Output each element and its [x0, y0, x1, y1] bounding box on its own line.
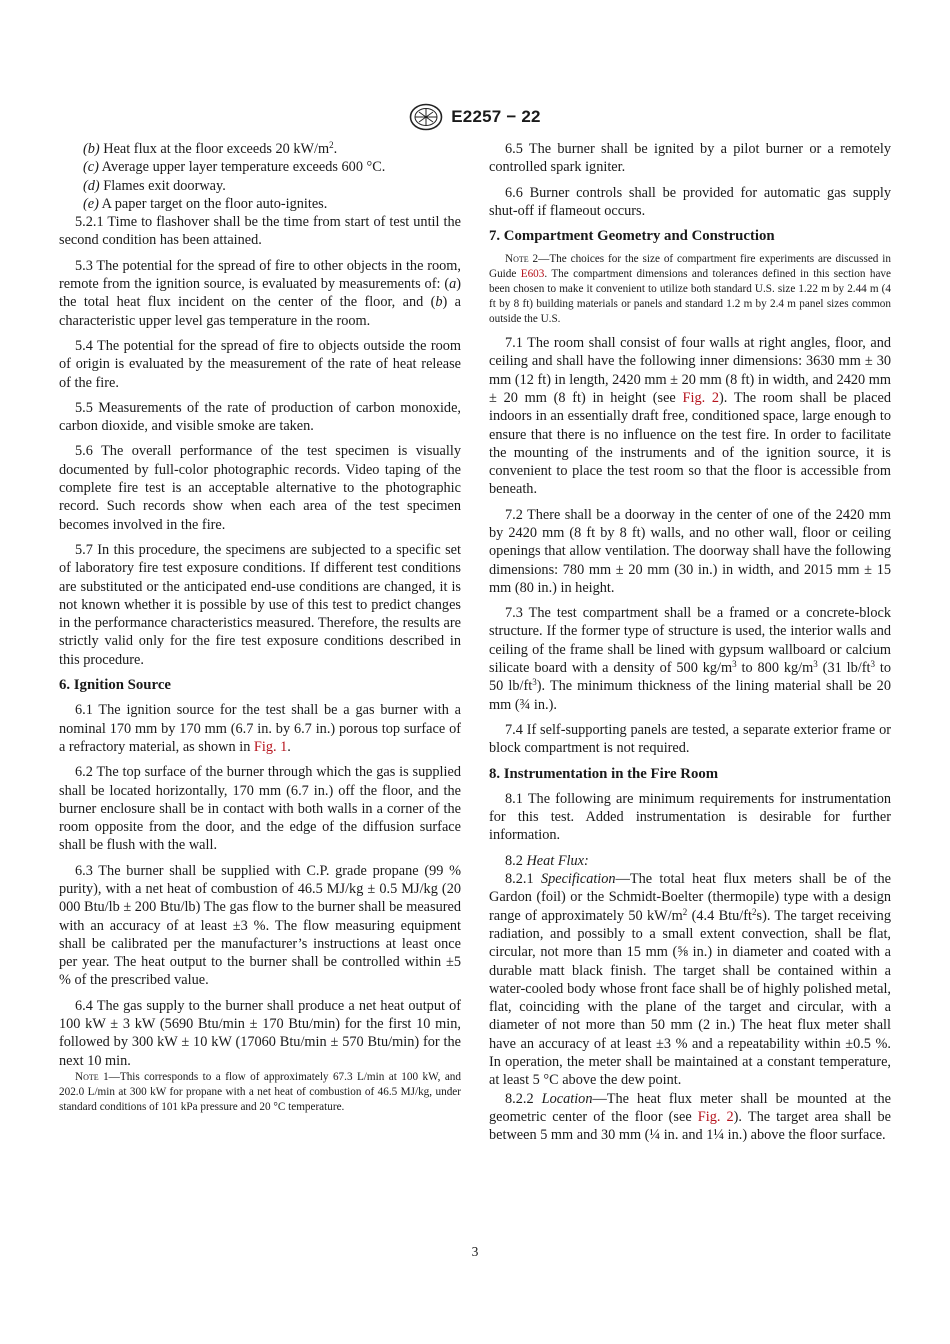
paragraph-5-2-1: 5.2.1 Time to flashover shall be the time from start of test until the second condition has been attained.: [59, 214, 461, 249]
paragraph-5-7: 5.7 In this procedure, the specimens are subjected to a specific set of laboratory fire test exposure conditions. If different test conditions are substituted or the anticipated end-use conditions are changed, it is not known whether it is possible by use of this test to predict changes in the performance characteristics measured. Therefore, the results are strictly valid only for the fire test exposure conditions described in this procedure.: [59, 541, 461, 668]
section-8-heading: 8. Instrumentation in the Fire Room: [489, 765, 719, 782]
fig-1-link[interactable]: Fig. 1: [253, 738, 288, 755]
fig-2-link[interactable]: Fig. 2: [682, 389, 720, 406]
paragraph-7-2: 7.2 There shall be a doorway in the center of one of the 2420 mm by 2420 mm (8 ft by 8 ft) walls, and no other wall, floor or ceiling openings that allow ventilation. The doorway shall have the following dimensions: 780 mm ± 20 mm (30 in.) in width, and 2015 mm ± 15 mm (80 in.) in height.: [489, 506, 891, 596]
paragraph-5-5: 5.5 Measurements of the rate of production of carbon monoxide, carbon dioxide, and visible smoke are taken.: [59, 399, 461, 435]
paragraph-8-1: 8.1 The following are minimum requirements for instrumentation for this test. Added instrumentation is desirable for further information.: [489, 790, 891, 844]
paragraph-8-2-1: 8.2.1 Specification—The total heat flux meters shall be of the Gardon (foil) or the Schmidt-Boelter (thermopile) type with a design range of approximately 50 $kW/m^2$ (4.4 Btu/$ft^2s$). The target receiving radiation, and possibly to a small extent convection, shall be flat, circular, not more than 15 mm (⅝ in.) in diameter and coated with a durable matt black finish. The target shall be contained within a water-cooled body whose front face shall be of highly polished metal, flat, coinciding with the plane of the target and circular, with a diameter of not more than 50 mm (2 in.) The heat flux meter shall have an accuracy of at least ±3 % and a repeatability within ±0.5 %. In operation, the meter shall be maintained at a constant temperature, at least 5 °C above the dew point.: [489, 871, 891, 1089]
section-6-heading: 6. Ignition Source: [59, 677, 171, 694]
right-column: [489, 140, 891, 1144]
paragraph-7-1: 7.1 The room shall consist of four walls at right angles, floor, and ceiling and shall have the following inner dimensions: 3630 mm ± 30 mm (12 ft) in length, 2420 mm ± 20 mm (8 ft) in width, and 2420 mm ± 20 mm (8 ft) in height (see Fig. 2). The room shall be placed indoors in an essentially draft free, conditioned space, large enough to ensure that there is no influence on the test fire. In order to facilitate the mounting of the instruments and of the ignition source, it is convenient to place the test room so that the floor is accessible from beneath.: [489, 335, 891, 498]
page-header: [0, 103, 950, 131]
fig-2-link[interactable]: Fig. 2: [697, 1108, 734, 1125]
note-1: Note 1—This corresponds to a flow of approximately 67.3 L/min at 100 kW, and 202.0 L/min at 300 kW for propane with a net heat of combustion of 46.5 MJ/kg, under standard conditions of 101 kPa pressure and 20 °C temperature.: [59, 1070, 461, 1113]
document-number: E2257 − 22: [451, 107, 541, 126]
astm-logo-icon: [409, 103, 443, 131]
paragraph-7-4: 7.4 If self-supporting panels are tested, a separate exterior frame or block compartment is not required.: [489, 721, 891, 757]
page-number: 3: [471, 1244, 479, 1259]
condition-b: (b) Heat flux at the floor exceeds 20 $kW/m^2$.: [83, 140, 338, 157]
paragraph-7-3: 7.3 The test compartment shall be a framed or a concrete-block structure. If the former type of structure is used, the interior walls and ceiling of the frame shall be lined with gypsum wallboard or calcium silicate board with a density of 500 $kg/m^3$ to 800 $kg/m^3$ (31 $lb/ft^3$ to 50 $lb/ft^3$). The minimum thickness of the lining material shall be 20 mm (¾ in.).: [489, 605, 891, 713]
condition-e: (e) A paper target on the floor auto-ignites.: [83, 195, 328, 212]
condition-d: (d) Flames exit doorway.: [83, 177, 226, 194]
paragraph-8-2: 8.2 Heat Flux:: [505, 852, 589, 869]
condition-c: (c) Average upper layer temperature exceeds 600 °C.: [83, 159, 386, 176]
paragraph-6-4: 6.4 The gas supply to the burner shall produce a net heat output of 100 kW ± 3 kW (5690 Btu/min ± 170 Btu/min) for the first 10 min, followed by 300 kW ± 10 kW (17060 Btu/min ± 570 Btu/min) for the next 10 min.: [59, 997, 461, 1069]
paragraph-5-6: 5.6 The overall performance of the test specimen is visually documented by full-color photographic records. Video taping of the complete fire test is an acceptable alternative to the photographic record. Such records show when each area of the test specimen becomes involved in the fire.: [59, 443, 461, 533]
paragraph-5-3: 5.3 The potential for the spread of fire to other objects in the room, remote from the ignition source, is evaluated by measurements of: (a) the total heat flux incident on the center of the floor, and (b) a characteristic upper level gas temperature in the room.: [59, 257, 461, 329]
paragraph-6-3: 6.3 The burner shall be supplied with C.P. grade propane (99 % purity), with a net heat of combustion of 46.5 MJ/kg ± 0.5 MJ/kg (20 000 Btu/lb ± 200 Btu/lb) The gas flow to the burner shall be measured with an accuracy of at least ±3 %. The flow measuring equipment shall be calibrated per the manufacturer’s instructions at least once per year. The heat output to the burner shall be controlled within ±5 % of the prescribed value.: [59, 862, 461, 989]
paragraph-6-1: 6.1 The ignition source for the test shall be a gas burner with a nominal 170 mm by 170 mm (6.7 in. by 6.7 in.) porous top surface of a refractory material, as shown in Fig. 1.: [59, 702, 461, 755]
paragraph-8-2-2: 8.2.2 Location—The heat flux meter shall be mounted at the geometric center of the floor (see Fig. 2). The target area shall be between 5 mm and 30 mm (¼ in. and 1¼ in.) above the floor surface.: [489, 1090, 891, 1144]
paragraph-6-5: 6.5 The burner shall be ignited by a pilot burner or a remotely controlled spark igniter.: [489, 141, 891, 176]
paragraph-5-4: 5.4 The potential for the spread of fire to objects outside the room of origin is evaluated by the measurement of the rate of heat release of the fire.: [59, 337, 461, 391]
section-7-heading: 7. Compartment Geometry and Construction: [489, 228, 775, 245]
e603-link[interactable]: E603: [520, 268, 545, 281]
paragraph-6-6: 6.6 Burner controls shall be provided for automatic gas supply shut-off if flameout occurs.: [489, 184, 891, 219]
left-column: [59, 140, 461, 1122]
paragraph-6-2: 6.2 The top surface of the burner through which the gas is supplied shall be located horizontally, 170 mm (6.7 in.) off the floor, and the burner enclosure shall be in contact with both walls in a corner of the room opposite from the door, and the edge of the diffusion surface shall be flush with the wall.: [59, 764, 461, 854]
note-2: Note 2—The choices for the size of compartment fire experiments are discussed in Guide E603. The compartment dimensions and tolerances defined in this section have been chosen to make it convenient to utilize both standard U.S. size 1.22 m by 2.44 m (4 ft by 8 ft) building materials or panels and standard 1.2 m by 2.4 m panel sizes common outside the U.S.: [489, 253, 891, 326]
